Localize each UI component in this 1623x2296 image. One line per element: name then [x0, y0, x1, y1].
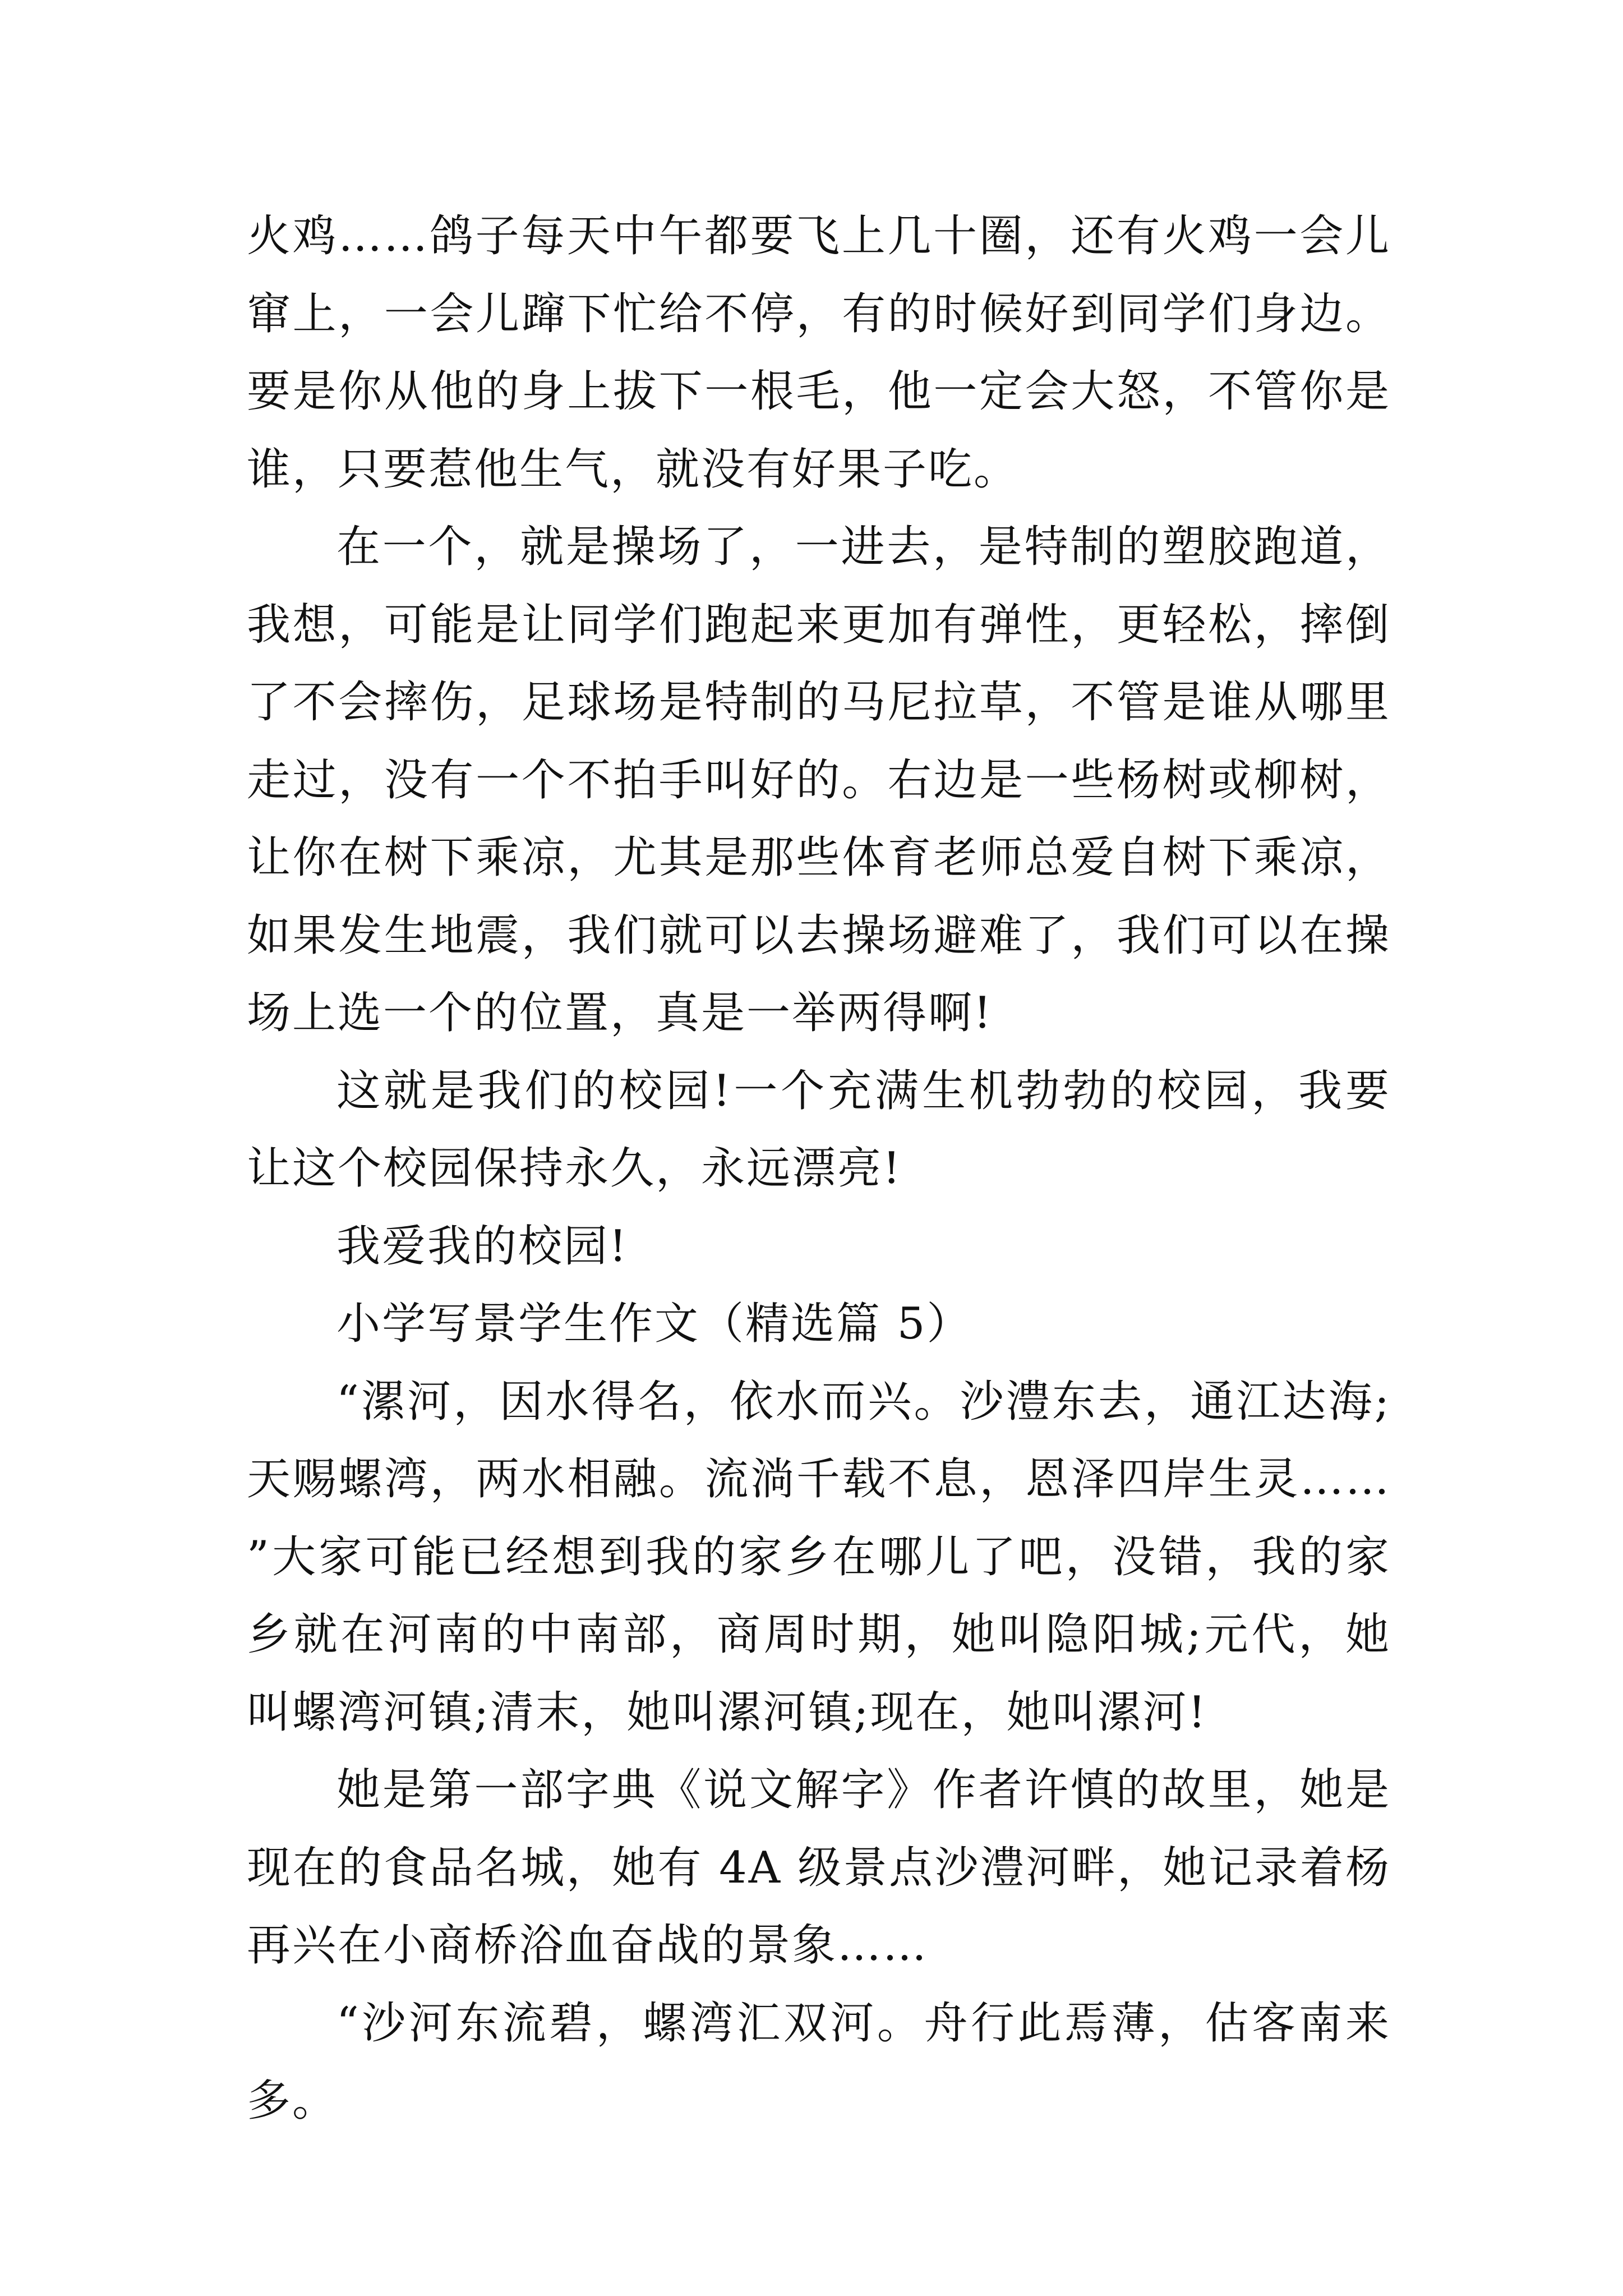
section-heading: 小学写景学生作文（精选篇 5） [336, 1299, 972, 1349]
paragraph-4: 我爱我的校园! [336, 1221, 629, 1272]
paragraph-6: 她是第一部字典《说文解字》作者许慎的故里，她是现在的食品名城，她有 4A 级景点沙澧河畔，她记录着杨再兴在小商桥浴血奋战的景象…… [247, 1765, 1391, 1971]
document-body [247, 197, 1391, 2140]
paragraph-1: 火鸡……鸽子每天中午都要飞上几十圈，还有火鸡一会儿窜上，一会儿蹿下忙给不停，有的时候好到同学们身边。要是你从他的身上拔下一根毛，他一定会大怒，不管你是谁，只要惹他生气，就没有好果子吃。 [247, 211, 1391, 495]
paragraph-3: 这就是我们的校园!一个充满生机勃勃的校园，我要让这个校园保持永久，永远漂亮! [247, 1065, 1391, 1194]
paragraph-2: 在一个，就是操场了，一进去，是特制的塑胶跑道，我想，可能是让同学们跑起来更加有弹性，更轻松，摔倒了不会摔伤，足球场是特制的马尼拉草，不管是谁从哪里走过，没有一个不拍手叫好的。右边是一些杨树或柳树，让你在树下乘凉，尤其是那些体育老师总爱自树下乘凉，如果发生地震，我们就可以去操场避难了，我们可以在操场上选一个的位置，真是一举两得啊! [247, 522, 1391, 1038]
paragraph-5: “漯河，因水得名，依水而兴。沙澧东去，通江达海;天赐螺湾，两水相融。流淌千载不息，恩泽四岸生灵……”大家可能已经想到我的家乡在哪儿了吧，没错，我的家乡就在河南的中南部，商周时期，她叫隐阳城;元代，她叫螺湾河镇;清末，她叫漯河镇;现在，她叫漯河! [247, 1376, 1391, 1738]
paragraph-7: “沙河东流碧，螺湾汇双河。舟行此焉薄，估客南来多。 [247, 1998, 1391, 2126]
